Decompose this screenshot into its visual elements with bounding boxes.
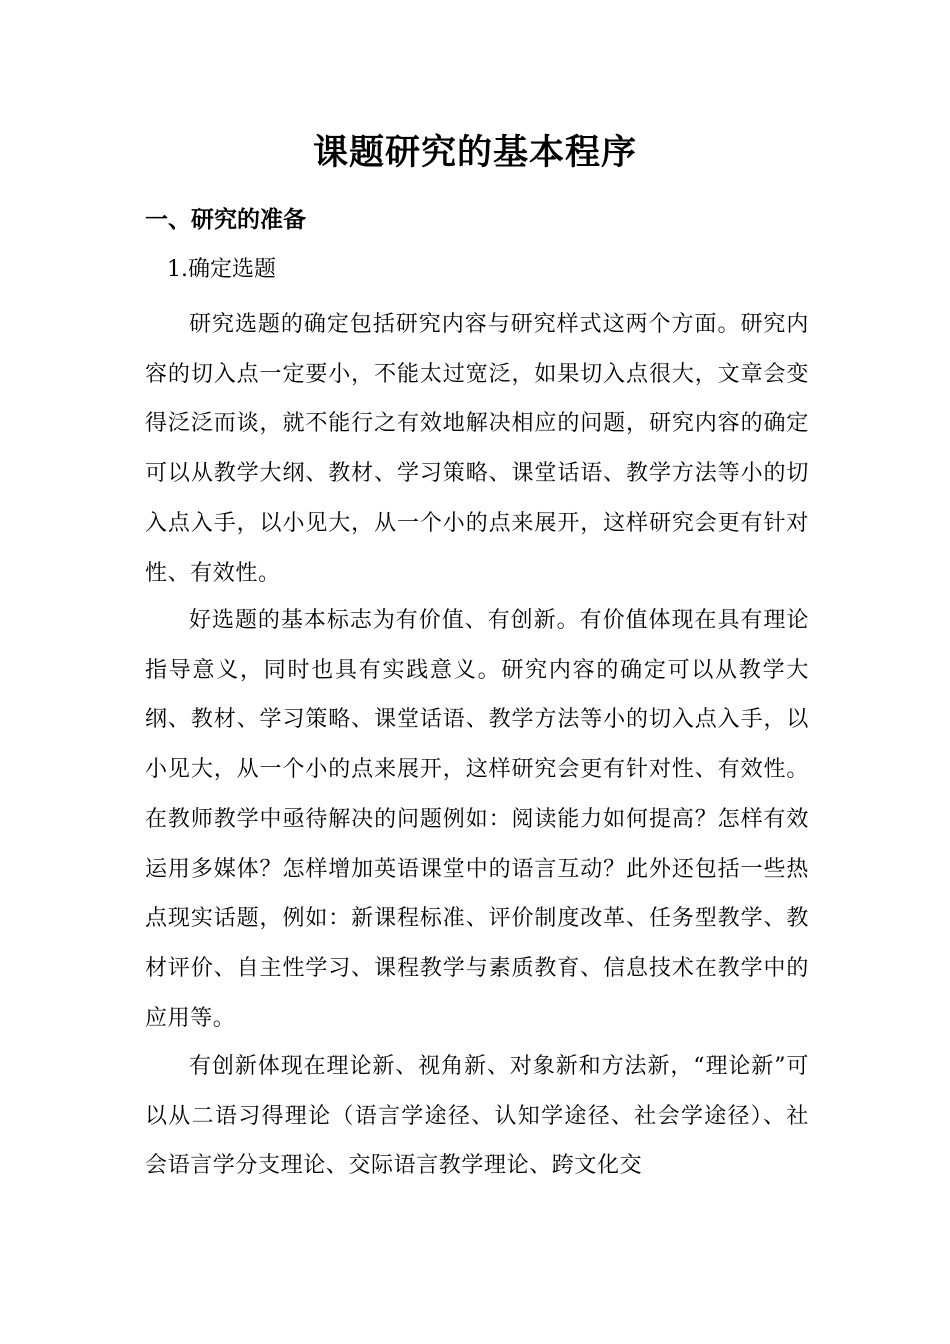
paragraph: 研究选题的确定包括研究内容与研究样式这两个方面。研究内容的切入点一定要小，不能太过宽泛，如果切入点很大，文章会变得泛泛而谈，就不能行之有效地解决相应的问题，研究内容的确定可以从教学大纲、教材、学习策略、课堂话语、教学方法等小的切入点入手，以小见大，从一个小的点来展开，这样研究会更有针对性、有效性。 <box>145 312 809 586</box>
paragraph: 好选题的基本标志为有价值、有创新。有价值体现在具有理论指导意义，同时也具有实践意义。研究内容的确定可以从教学大纲、教材、学习策略、课堂话语、教学方法等小的切入点入手，以小见大，从一个小的点来展开，这样研究会更有针对性、有效性。在教师教学中亟待解决的问题例如：阅读能力如何提高？怎样有效运用多媒体？怎样增加英语课堂中的语言互动？此外还包括一些热点现实话题，例如：新课程标准、评价制度改革、任务型教学、教材评价、自主性学习、课程教学与素质教育、信息技术在教学中的应用等。 <box>145 608 809 1031</box>
sub-heading: 1.确定选题 <box>167 257 276 282</box>
section-heading: 一、研究的准备 <box>145 207 306 233</box>
paragraph: 有创新体现在理论新、视角新、对象新和方法新，“理论新”可以从二语习得理论（语言学途径、认知学途径、社会学途径）、社会语言学分支理论、交际语言教学理论、跨文化交 <box>145 1054 809 1179</box>
document-title: 课题研究的基本程序 <box>312 133 637 173</box>
